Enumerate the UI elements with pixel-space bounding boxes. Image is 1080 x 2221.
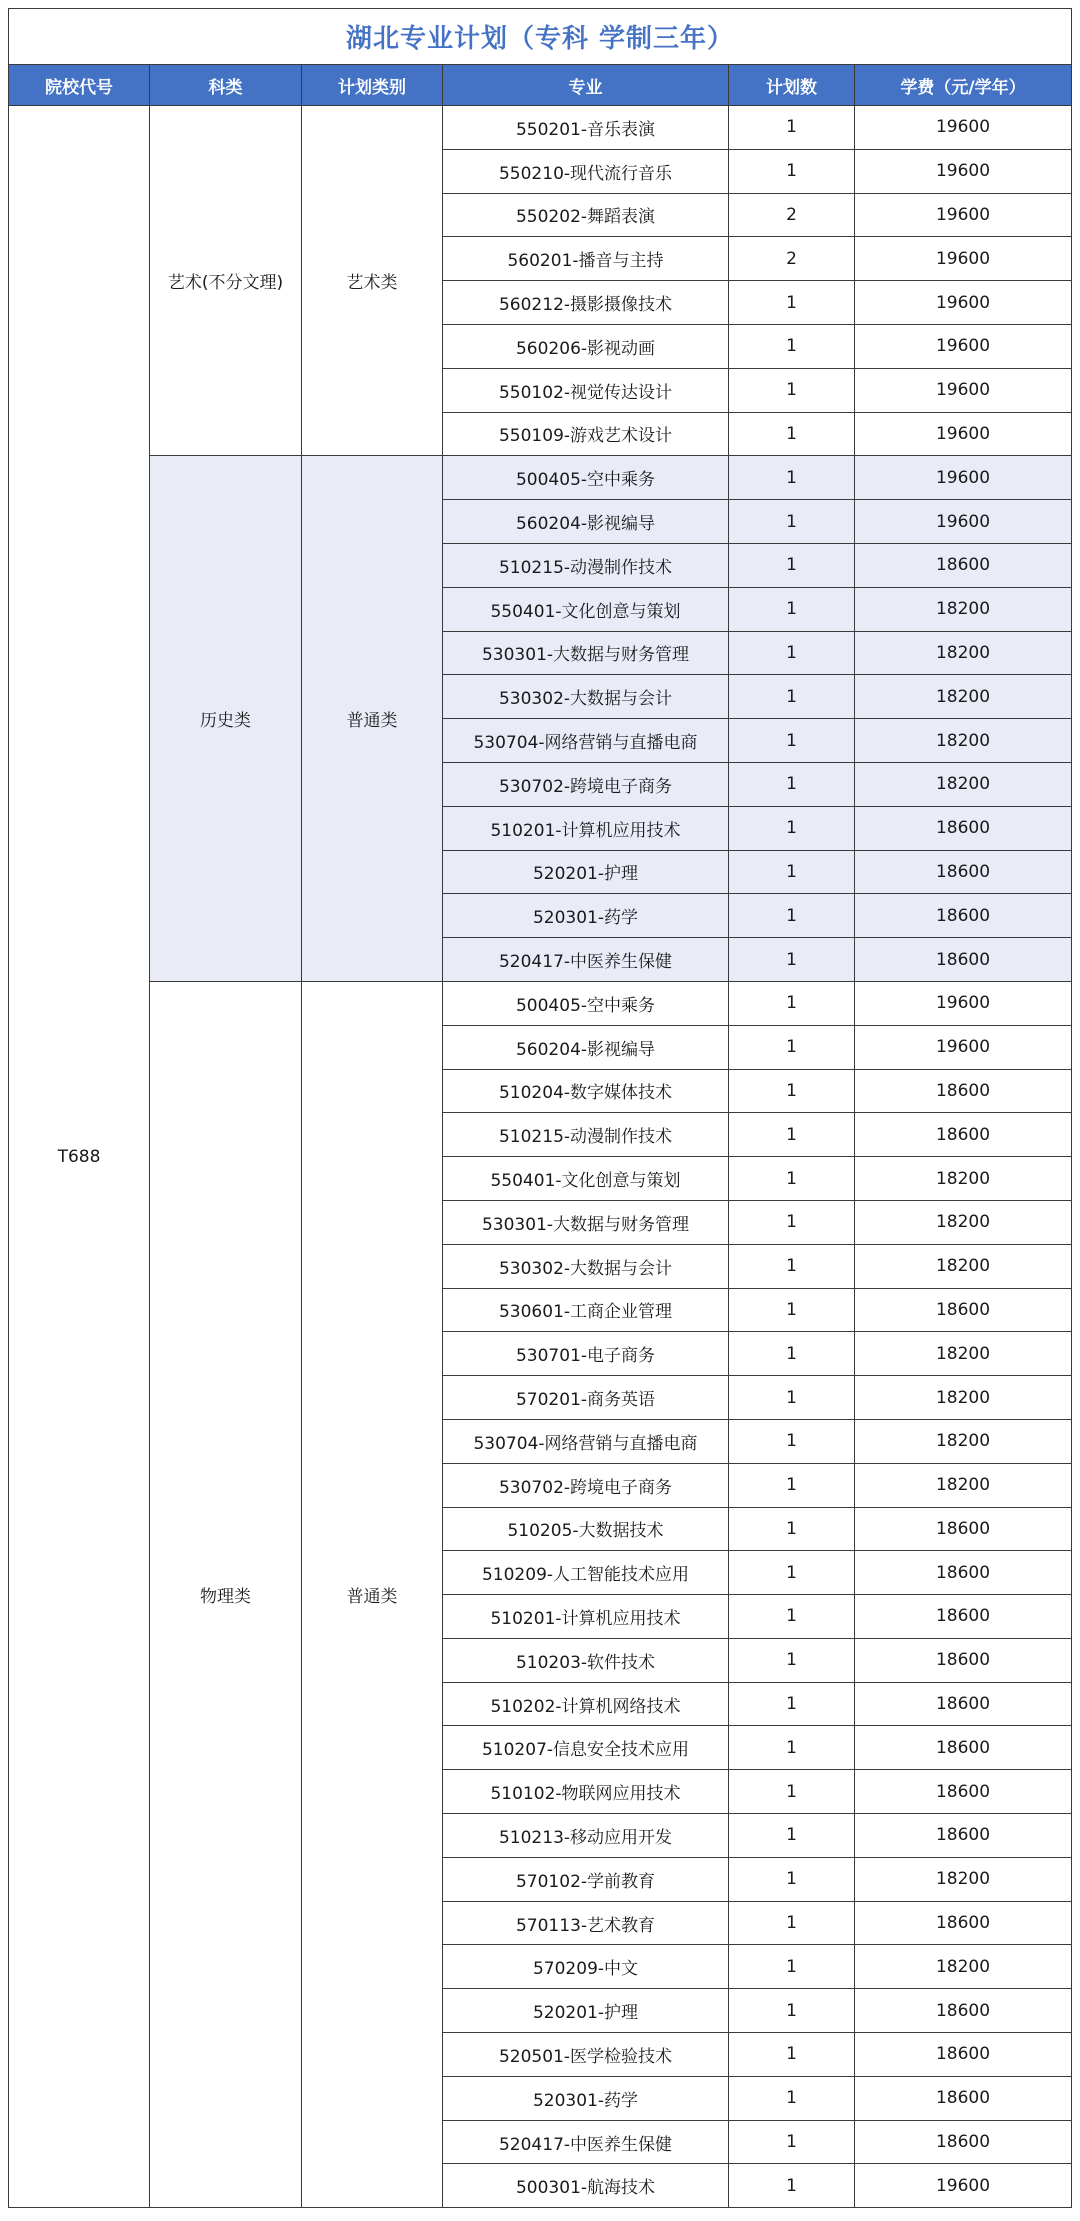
tuition-cell: 18600: [855, 1069, 1072, 1113]
tuition-cell: 19600: [855, 981, 1072, 1025]
subject-cell: 历史类: [150, 456, 302, 982]
tuition-cell: 19600: [855, 1025, 1072, 1069]
plan-sheet: [8, 8, 1071, 2213]
plan-count-cell: 1: [729, 2164, 855, 2208]
tuition-cell: 18600: [855, 1770, 1072, 1814]
plan-count-cell: 1: [729, 1376, 855, 1420]
tuition-cell: 18200: [855, 1857, 1072, 1901]
major-cell: 510204-数字媒体技术: [443, 1069, 729, 1113]
major-cell: 550202-舞蹈表演: [443, 193, 729, 237]
plan-count-cell: 1: [729, 1595, 855, 1639]
major-cell: 530301-大数据与财务管理: [443, 1200, 729, 1244]
major-cell: 530702-跨境电子商务: [443, 762, 729, 806]
tuition-cell: 19600: [855, 500, 1072, 544]
plan-count-cell: 1: [729, 1814, 855, 1858]
header-row: [9, 65, 1072, 106]
major-cell: 560201-播音与主持: [443, 237, 729, 281]
tuition-cell: 18600: [855, 850, 1072, 894]
major-cell: 510207-信息安全技术应用: [443, 1726, 729, 1770]
plan-count-cell: 1: [729, 2120, 855, 2164]
plan-count-cell: 1: [729, 543, 855, 587]
major-cell: 560206-影视动画: [443, 324, 729, 368]
major-cell: 510201-计算机应用技术: [443, 1595, 729, 1639]
tuition-cell: 19600: [855, 324, 1072, 368]
tuition-cell: 18600: [855, 1814, 1072, 1858]
plan-count-cell: 1: [729, 500, 855, 544]
plan-count-cell: 1: [729, 1638, 855, 1682]
major-cell: 530302-大数据与会计: [443, 1244, 729, 1288]
plan-count-cell: 1: [729, 938, 855, 982]
tuition-cell: 18200: [855, 1376, 1072, 1420]
tuition-cell: 18600: [855, 894, 1072, 938]
major-cell: 530601-工商企业管理: [443, 1288, 729, 1332]
plan-table: [8, 8, 1072, 2208]
major-cell: 510215-动漫制作技术: [443, 1113, 729, 1157]
major-cell: 550401-文化创意与策划: [443, 587, 729, 631]
major-cell: 570102-学前教育: [443, 1857, 729, 1901]
major-cell: 500301-航海技术: [443, 2164, 729, 2208]
tuition-cell: 18200: [855, 1463, 1072, 1507]
major-cell: 510215-动漫制作技术: [443, 543, 729, 587]
plan-count-cell: 1: [729, 762, 855, 806]
major-cell: 560212-摄影摄像技术: [443, 281, 729, 325]
major-cell: 550109-游戏艺术设计: [443, 412, 729, 456]
major-cell: 510201-计算机应用技术: [443, 806, 729, 850]
tuition-cell: 18200: [855, 762, 1072, 806]
subject-cell: 艺术(不分文理): [150, 106, 302, 456]
major-cell: 570113-艺术教育: [443, 1901, 729, 1945]
tuition-cell: 18200: [855, 1200, 1072, 1244]
plan-count-cell: 1: [729, 1463, 855, 1507]
major-cell: 570201-商务英语: [443, 1376, 729, 1420]
major-cell: 510203-软件技术: [443, 1638, 729, 1682]
major-cell: 520201-护理: [443, 850, 729, 894]
plan-count-cell: 1: [729, 1025, 855, 1069]
major-cell: 520201-护理: [443, 1989, 729, 2033]
plan-count-cell: 1: [729, 149, 855, 193]
tuition-cell: 18200: [855, 587, 1072, 631]
plan-count-cell: 1: [729, 806, 855, 850]
tuition-cell: 18600: [855, 1551, 1072, 1595]
subject-cell: 物理类: [150, 981, 302, 2207]
tuition-cell: 18600: [855, 543, 1072, 587]
tuition-cell: 18200: [855, 1945, 1072, 1989]
major-cell: 570209-中文: [443, 1945, 729, 1989]
major-cell: 520301-药学: [443, 894, 729, 938]
table-body: [9, 106, 1072, 2208]
major-cell: 560204-影视编导: [443, 500, 729, 544]
tuition-cell: 18600: [855, 1113, 1072, 1157]
tuition-cell: 19600: [855, 149, 1072, 193]
plan-count-cell: 1: [729, 1419, 855, 1463]
header-school-code: 院校代号: [9, 65, 150, 106]
plan-count-cell: 1: [729, 850, 855, 894]
plan-count-cell: 1: [729, 675, 855, 719]
plan-type-cell: 艺术类: [302, 106, 443, 456]
plan-count-cell: 1: [729, 631, 855, 675]
tuition-cell: 18600: [855, 1638, 1072, 1682]
tuition-cell: 18600: [855, 1288, 1072, 1332]
major-cell: 510213-移动应用开发: [443, 1814, 729, 1858]
major-cell: 510102-物联网应用技术: [443, 1770, 729, 1814]
tuition-cell: 18600: [855, 1507, 1072, 1551]
tuition-cell: 19600: [855, 368, 1072, 412]
tuition-cell: 18600: [855, 2076, 1072, 2120]
tuition-cell: 18600: [855, 1595, 1072, 1639]
major-cell: 520501-医学检验技术: [443, 2033, 729, 2077]
tuition-cell: 19600: [855, 237, 1072, 281]
major-cell: 530702-跨境电子商务: [443, 1463, 729, 1507]
major-cell: 530704-网络营销与直播电商: [443, 1419, 729, 1463]
plan-count-cell: 1: [729, 1901, 855, 1945]
tuition-cell: 18600: [855, 806, 1072, 850]
plan-count-cell: 1: [729, 2076, 855, 2120]
plan-count-cell: 1: [729, 587, 855, 631]
major-cell: 550210-现代流行音乐: [443, 149, 729, 193]
plan-count-cell: 1: [729, 2033, 855, 2077]
plan-count-cell: 1: [729, 1945, 855, 1989]
tuition-cell: 19600: [855, 2164, 1072, 2208]
tuition-cell: 19600: [855, 456, 1072, 500]
major-cell: 550401-文化创意与策划: [443, 1157, 729, 1201]
plan-count-cell: 1: [729, 1551, 855, 1595]
header-plan-count: 计划数: [729, 65, 855, 106]
tuition-cell: 18200: [855, 1419, 1072, 1463]
major-cell: 510209-人工智能技术应用: [443, 1551, 729, 1595]
plan-count-cell: 1: [729, 981, 855, 1025]
school-code-cell: T688: [9, 106, 150, 2208]
plan-count-cell: 1: [729, 1989, 855, 2033]
plan-count-cell: 1: [729, 1113, 855, 1157]
plan-type-cell: 普通类: [302, 456, 443, 982]
plan-count-cell: 1: [729, 1857, 855, 1901]
major-cell: 550201-音乐表演: [443, 106, 729, 150]
tuition-cell: 18200: [855, 719, 1072, 763]
plan-count-cell: 1: [729, 1288, 855, 1332]
plan-count-cell: 1: [729, 1200, 855, 1244]
plan-count-cell: 1: [729, 106, 855, 150]
tuition-cell: 18600: [855, 2120, 1072, 2164]
plan-count-cell: 1: [729, 412, 855, 456]
tuition-cell: 18600: [855, 1726, 1072, 1770]
header-major: 专业: [443, 65, 729, 106]
plan-count-cell: 1: [729, 281, 855, 325]
major-cell: 510205-大数据技术: [443, 1507, 729, 1551]
plan-count-cell: 1: [729, 1157, 855, 1201]
plan-count-cell: 1: [729, 1726, 855, 1770]
plan-count-cell: 1: [729, 1244, 855, 1288]
major-cell: 520417-中医养生保健: [443, 2120, 729, 2164]
major-cell: 530701-电子商务: [443, 1332, 729, 1376]
tuition-cell: 19600: [855, 281, 1072, 325]
major-cell: 500405-空中乘务: [443, 981, 729, 1025]
tuition-cell: 18200: [855, 1332, 1072, 1376]
table-row: [9, 106, 1072, 150]
plan-count-cell: 1: [729, 719, 855, 763]
major-cell: 500405-空中乘务: [443, 456, 729, 500]
plan-count-cell: 1: [729, 1332, 855, 1376]
tuition-cell: 18200: [855, 631, 1072, 675]
tuition-cell: 19600: [855, 193, 1072, 237]
page-title: 湖北专业计划（专科 学制三年）: [9, 9, 1072, 65]
major-cell: 510202-计算机网络技术: [443, 1682, 729, 1726]
tuition-cell: 18600: [855, 1682, 1072, 1726]
plan-count-cell: 1: [729, 894, 855, 938]
plan-count-cell: 2: [729, 237, 855, 281]
plan-count-cell: 1: [729, 1069, 855, 1113]
major-cell: 530301-大数据与财务管理: [443, 631, 729, 675]
plan-type-cell: 普通类: [302, 981, 443, 2207]
major-cell: 520301-药学: [443, 2076, 729, 2120]
header-subject: 科类: [150, 65, 302, 106]
tuition-cell: 18200: [855, 675, 1072, 719]
plan-count-cell: 1: [729, 324, 855, 368]
tuition-cell: 18600: [855, 2033, 1072, 2077]
tuition-cell: 18600: [855, 1989, 1072, 2033]
table-row: [9, 981, 1072, 1025]
tuition-cell: 18600: [855, 1901, 1072, 1945]
major-cell: 550102-视觉传达设计: [443, 368, 729, 412]
table-row: [9, 456, 1072, 500]
plan-count-cell: 1: [729, 1770, 855, 1814]
plan-count-cell: 1: [729, 456, 855, 500]
major-cell: 530704-网络营销与直播电商: [443, 719, 729, 763]
plan-count-cell: 1: [729, 1682, 855, 1726]
major-cell: 520417-中医养生保健: [443, 938, 729, 982]
header-tuition: 学费（元/学年）: [855, 65, 1072, 106]
plan-count-cell: 2: [729, 193, 855, 237]
tuition-cell: 18600: [855, 938, 1072, 982]
header-plan-type: 计划类别: [302, 65, 443, 106]
major-cell: 560204-影视编导: [443, 1025, 729, 1069]
plan-count-cell: 1: [729, 1507, 855, 1551]
tuition-cell: 18200: [855, 1157, 1072, 1201]
major-cell: 530302-大数据与会计: [443, 675, 729, 719]
tuition-cell: 19600: [855, 106, 1072, 150]
tuition-cell: 18200: [855, 1244, 1072, 1288]
tuition-cell: 19600: [855, 412, 1072, 456]
plan-count-cell: 1: [729, 368, 855, 412]
